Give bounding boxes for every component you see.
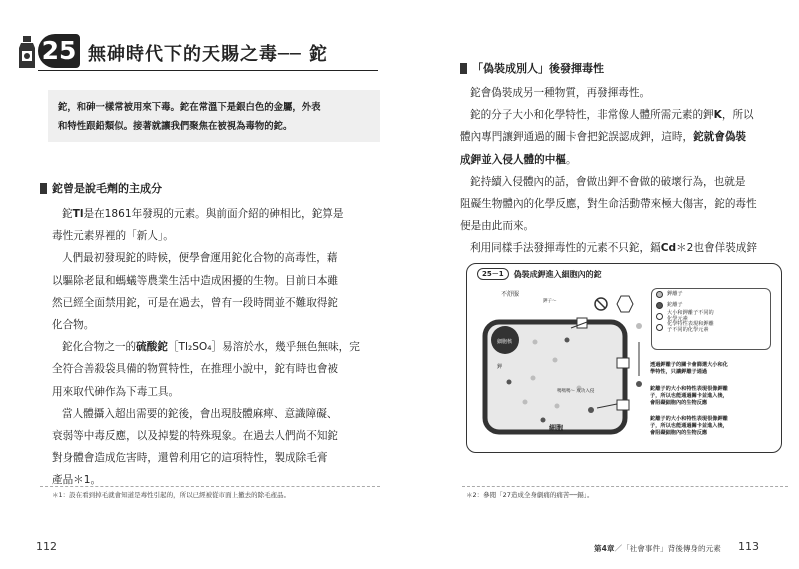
- figure-label: [477, 268, 602, 280]
- legend-swatch: [656, 313, 663, 320]
- thallium-ion: [588, 407, 594, 413]
- chapter-bottle-icon: [16, 36, 38, 70]
- text-run: 然已經全面禁用鉈，可是在過去，曾有一段時間並不難取得鉈: [52, 296, 339, 309]
- text-run: 對身體會造成危害時，還曾利用它的這項特性，製成除毛膏: [52, 452, 328, 465]
- body-line: [460, 171, 757, 193]
- body-line: [52, 314, 360, 336]
- label-mito: 鉀子～: [543, 299, 557, 304]
- thallium-ion: [565, 338, 570, 343]
- text-run: 衰弱等中毒反應，以及掉髮的特殊現象。在過去人們尚不知鉈: [52, 430, 339, 443]
- body-line: [52, 447, 360, 469]
- description-line: 鉈離子的大小和特性表現很像鉀離: [650, 416, 728, 422]
- heading-marker: [460, 63, 467, 74]
- legend-label: 鉀離子: [667, 290, 683, 297]
- text-run: 毒性元素界裡的「新人」。: [52, 230, 174, 243]
- thallium-ion: [636, 381, 642, 387]
- potassium-ion: [636, 323, 642, 329]
- text-run: 鉈化合物之一的: [62, 341, 137, 354]
- footnote: ＊2：參閱「27造成全身劇痛的痛苦──鎘」。: [466, 491, 594, 499]
- body-line: [52, 225, 360, 247]
- figure-description: [650, 416, 728, 437]
- bold-run: 硫酸鉈: [136, 341, 168, 354]
- cell-diagram: [471, 282, 651, 452]
- description-line: 會阻礙細胞內的生物反應: [650, 400, 708, 406]
- intro-line: 和特性跟鉛類似。接著就讓我們聚焦在被視為毒物的鉈。: [58, 121, 293, 132]
- section-heading-text: 「偽裝成別人」後發揮毒性: [472, 62, 604, 75]
- potassium-ion: [553, 358, 558, 363]
- body-line: [460, 193, 757, 215]
- legend-item: [652, 289, 770, 300]
- body-line: [52, 425, 360, 447]
- text-run: 利用同樣手法發揮毒性的元素不只鉈，鎘: [470, 242, 661, 255]
- description-line: 學特性，只讓鉀離子通過: [650, 369, 708, 375]
- text-run: 阻礙生物體內的化學反應，對生命活動帶來極大傷害，鉈的毒性: [460, 198, 757, 211]
- label-uncomfortable: 不舒服: [501, 291, 520, 298]
- heading-marker: [40, 183, 47, 194]
- text-run: ［Tl₂SO₄］易溶於水，幾乎無色無味，完: [167, 341, 360, 354]
- footnote: ＊1：設在看到掉毛就會知道是毒性引起的，所以已經被從市面上撤去的除毛產品。: [52, 491, 291, 499]
- running-head-title: ／「社會事件」背後傳身的元素: [614, 544, 721, 553]
- description-line: 子，所以也能通過關卡並進入後，: [650, 423, 728, 429]
- legend-swatch: [656, 324, 663, 331]
- description-line: 透過鉀離子的關卡會篩選大小和化: [650, 362, 728, 368]
- legend-swatch: [656, 302, 663, 309]
- body-line: [52, 336, 360, 358]
- text-run: ，所以: [721, 109, 754, 122]
- text-run: 是在1861年發現的元素。與前面介紹的砷相比，鉈算是: [83, 208, 344, 220]
- section-heading: [460, 60, 604, 76]
- legend-item: [652, 322, 770, 333]
- body-text: [52, 203, 360, 492]
- thallium-ion: [507, 380, 512, 385]
- body-line: [460, 215, 757, 237]
- description-line: 會阻礙細胞內的生物反應: [650, 430, 708, 436]
- label-nucleus: 細胞核: [497, 339, 513, 345]
- body-line: [52, 247, 360, 269]
- body-text: [460, 82, 757, 260]
- body-line: [460, 104, 757, 126]
- body-line: [52, 292, 360, 314]
- potassium-ion: [533, 340, 538, 345]
- figure-legend: [651, 288, 771, 350]
- text-run: 鉈: [62, 208, 73, 220]
- body-line: [460, 149, 757, 171]
- legend-label: 化學特性表現和鉀離 子不同的化學元素: [667, 320, 714, 333]
- text-run: 以驅除老鼠和螞蟻等農業生活中造成困擾的生物。目前日本雖: [52, 274, 339, 287]
- right-page: [400, 0, 799, 569]
- footnote-rule: [462, 486, 788, 487]
- potassium-ion: [531, 376, 536, 381]
- intro-line: 鉈，和砷一樣常被用來下毒。鉈在常溫下是銀白色的金屬，外表: [58, 102, 321, 113]
- label-ion: 鉀: [497, 364, 503, 370]
- label-disguised: 嗎嗎嗎～ 成功入侵: [557, 389, 595, 394]
- legend-label: 大小和鉀離子不同的 化學元素: [667, 309, 714, 322]
- figure-description: [650, 362, 728, 376]
- chapter-intro-box: [48, 90, 380, 142]
- potassium-ion: [523, 400, 528, 405]
- text-run: ＊2也會佯裝成鋅: [676, 242, 757, 255]
- text-run: 化合物。: [52, 319, 95, 332]
- body-line: [52, 358, 360, 380]
- text-run: 當人體攝入超出需要的鉈後，會出現肢體麻痺、意識障礙、: [62, 407, 338, 420]
- page-number: 112: [36, 540, 57, 553]
- figure-description: [650, 386, 728, 407]
- body-line: [52, 203, 360, 225]
- body-line: [460, 126, 757, 148]
- text-run: 。: [565, 153, 577, 166]
- legend-label: 鉈離子: [667, 301, 683, 308]
- bold-run: Cd: [660, 242, 677, 255]
- bold-run: 成鉀並入侵人體的中樞: [460, 153, 566, 166]
- description-line: 鉈離子的大小和特性表現很像鉀離: [650, 386, 728, 392]
- running-head: [594, 543, 721, 554]
- body-line: [52, 270, 360, 292]
- body-line: [460, 82, 757, 104]
- bold-run: Tl: [72, 208, 84, 220]
- figure-caption: 偽裝成鉀進入細胞內的鉈: [513, 269, 602, 279]
- other-element-shape: [617, 296, 633, 312]
- channel: [617, 358, 629, 368]
- text-run: 全符合善殺袋具備的物質特性，在推理小說中，鉈有時也會被: [52, 363, 339, 376]
- text-run: 鉈的分子大小和化學特性，非常像人體所需元素的鉀: [470, 109, 714, 122]
- chapter-number: 25: [38, 34, 80, 68]
- body-line: [460, 237, 757, 259]
- bold-run: 鉈就會偽裝: [693, 131, 747, 144]
- body-line: [52, 403, 360, 425]
- potassium-ion: [555, 404, 560, 409]
- bold-run: K: [713, 109, 722, 122]
- section-heading-text: 鉈曾是說毛劑的主成分: [52, 182, 162, 195]
- running-head-chapter: 第4章: [594, 544, 615, 553]
- chapter-title-rule: [38, 70, 378, 71]
- thallium-ion: [541, 418, 546, 423]
- label-cell: 細胞: [549, 424, 563, 432]
- body-line: [52, 381, 360, 403]
- text-run: 人們最初發現鉈的時候，便學會運用鉈化合物的高毒性，藉: [62, 252, 338, 265]
- body-line: [52, 469, 360, 491]
- legend-swatch: [656, 291, 663, 298]
- footnote-rule: [40, 486, 380, 487]
- channel: [617, 400, 629, 410]
- section-heading: [40, 180, 162, 196]
- text-run: 鉈會偽裝成另一種物質，再發揮毒性。: [470, 87, 651, 99]
- figure-25-1: [466, 263, 782, 453]
- text-run: 產品＊1。: [52, 474, 102, 487]
- description-line: 子，所以也能通過關卡並進入後，: [650, 393, 728, 399]
- text-run: 用來取代砷作為下毒工具。: [52, 385, 180, 398]
- text-run: 體內專門讓鉀通過的關卡會把鉈誤認成鉀，這時，: [460, 131, 694, 144]
- figure-number: 25－1: [477, 268, 509, 280]
- chapter-title: 無砷時代下的天賜之毒── 鉈: [88, 44, 328, 65]
- text-run: 便是由此而來。: [460, 220, 535, 233]
- text-run: 鉈持續入侵體內的話，會做出鉀不會做的破壞行為，也就是: [470, 175, 746, 188]
- page-number: 113: [738, 540, 759, 553]
- left-page: [0, 0, 399, 569]
